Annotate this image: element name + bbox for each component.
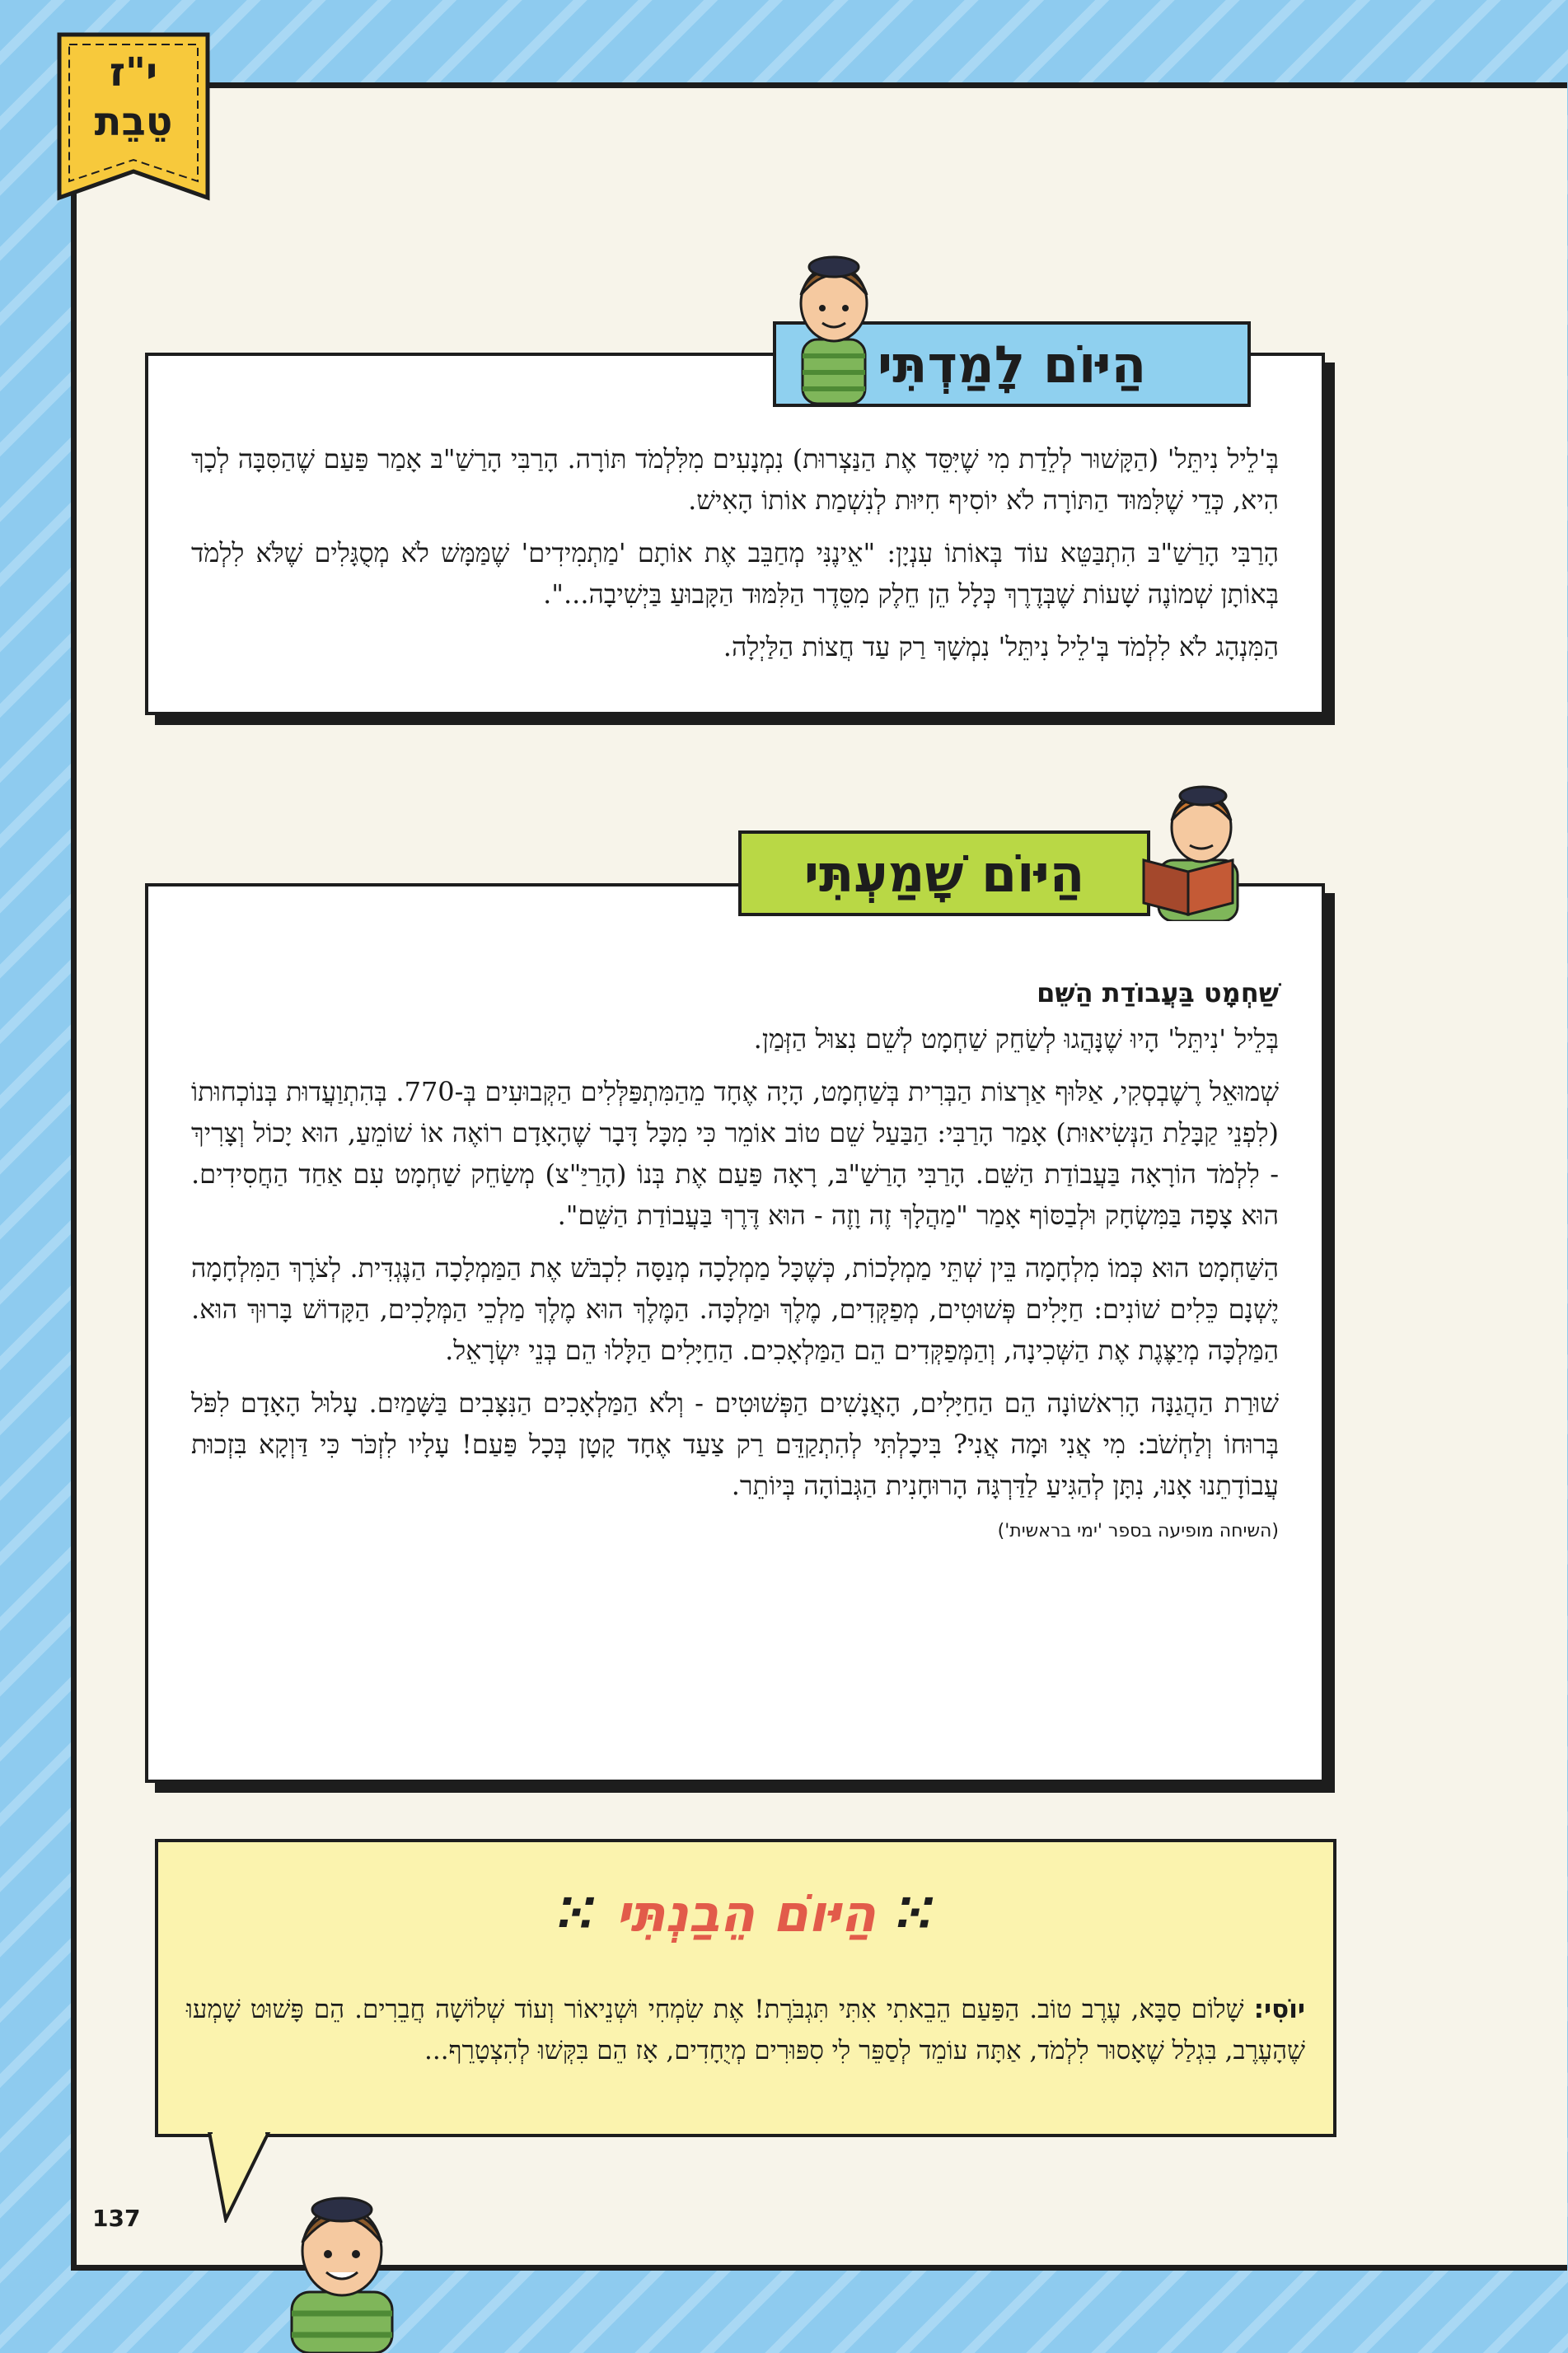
heard-box [145,883,1325,1783]
bubble-tail [206,2132,272,2223]
heard-paragraph-3: הַשַּׁחְמָט הוּא כְּמוֹ מִלְחָמָה בֵּין שְׁתֵּי מַמְלָכוֹת, כְּשֶׁכָּל מַמְלָכָה מְנַסָּה לִכְבֹּשׁ אֶת הַמַּמְלָכָה הַנֶּגְדִּית. לְצֹרֶךְ הַמִּלְחָמָה יֶשְׁנָם כֵּלִים שׁוֹנִים: חַיָּלִים פְּשׁוּטִים, מְפַקְּדִים, מֶלֶךְ וּמַלְכָּה. הַמֶּלֶךְ הוּא מֶלֶךְ מַלְכֵי הַמְּלָכִים, הַקָּדוֹשׁ בָּרוּךְ הוּא. הַמַּלְכָּה מְיַצֶּגֶת אֶת הַשְּׁכִינָה, וְהַמְּפַקְּדִים הֵם הַמַּלְאָכִים. הַחַיָּלִים הַלָּלוּ הֵם בְּנֵי יִשְׂרָאֵל. [191,1252,1280,1366]
understood-speech-bubble [155,1839,1336,2137]
heard-title: הַיּוֹם שָׁמַעְתִּי [803,843,1085,904]
heard-paragraph-1: בְּלֵיל 'נִיתֵּל' הָיוּ שֶׁנָּהֲגוּ לְשַׂחֵק שַׁחְמָט לְשֵׁם נִצּוּל הַזְּמַן. [753,1023,1279,1055]
heard-paragraph-4: שׁוּרַת הַהֲגַנָּה הָרִאשׁוֹנָה הֵם הַחַיָּלִים, הָאֲנָשִׁים הַפְּשׁוּטִים - וְלֹא הַמַּלְאָכִים הַנִּצָּבִים בַּשָּׁמַיִם. עָלוּל הָאָדָם לִפֹּל בְּרוּחוֹ וְלַחְשֹׁב: מִי אֲנִי וּמָה אֲנִי? בִּיכָלְתִּי לְהִתְקַדֵּם רַק צַעַד אֶחָד קָטָן בְּכָל פַּעַם! עָלָיו לִזְכֹּר כִּי דַּוְקָא בִּזְכוּת עֲבוֹדָתֵנוּ אָנוּ, נִתָּן לְהַגִּיעַ לַדַּרְגָּה הָרוּחָנִית הַגְּבוֹהָה בְּיוֹתֵר. [191,1387,1279,1501]
dialogue-text: שָׁלוֹם סַבָּא, עֶרֶב טוֹב. הַפַּעַם הֵבֵאתִי אִתִּי תִּגְבֹּרֶת! אֶת שִׂמְחִי וּשְׁנֵיאוֹר וְעוֹד שְׁלוֹשָׁה חֲבֵרִים. הֵם פָּשׁוּט שָׁמְעוּ שֶׁהָעֶרֶב, בִּגְלַל שֶׁאָסוּר לִלְמֹד, אַתָּה עוֹמֵד לְסַפֵּר לִי סִפּוּרִים מְיֻחָדִים, אָז הֵם בִּקְּשׁוּ לְהִצְטָרֵף... [186,1995,1305,2065]
date-day: י"ז [109,49,158,96]
boy-standing-icon [784,247,883,404]
date-month: טֵבֵת [94,99,173,145]
boy-smiling-icon [280,2185,404,2353]
dialogue-speaker: יוֹסִי: [1253,1995,1305,2024]
understood-title [158,1883,1333,1944]
learned-paragraph-2: הָרַבִּי הָרַשַׁ"בּ הִתְבַּטֵּא עוֹד בְּאוֹתוֹ עִנְיָן: "אֵינֶנִּי מְחַבֵּב אֶת אוֹתָם 'מַתְמִידִים' שֶׁמַּמָּשׁ לֹא מְסֻגָּלִים שֶׁלֹּא לִלְמֹד בְּאוֹתָן שְׁמוֹנֶה שָׁעוֹת שֶׁבְּדֶרֶךְ כְּלָל הֵן חֵלֶק מִסֵּדֶר הַלִּמּוּד הַקָּבוּעַ בַּיְשִׁיבָה...". [191,537,1280,610]
heard-paragraph-2: שְׁמוּאֵל רֶשֶׁבְסְקִי, אַלּוּף אַרְצוֹת הַבְּרִית בְּשַׁחְמָט, הָיָה אֶחָד מֵהַמִּתְפַּלְּלִים הַקְּבוּעִים בְּ-770. בְּהִתְוַעֲדוּת בְּנוֹכְחוּתוֹ (לִפְנֵי קַבָּלַת הַנְּשִׂיאוּת) אָמַר הָרַבִּי: הַבַּעַל שֵׁם טוֹב אוֹמֵר כִּי מִכָּל דָּבָר שֶׁהָאָדָם רוֹאֶה אוֹ שׁוֹמֵעַ, הוּא יָכוֹל וְצָרִיךְ - לִלְמֹד הוֹרָאָה בַּעֲבוֹדַת הַשֵּׁם. הָרַבִּי הָרַשַׁ"בּ, רָאָה פַּעַם אֶת בְּנוֹ (הָרַיַּ"צ) מְשַׂחֵק שַׁחְמָט עִם אַחַד הַחֲסִידִים. הוּא צָפָה בַּמִּשְׂחָק וּלְבַסּוֹף אָמַר "מַהֲלָךְ זֶה וָזֶה - הוּא דֶּרֶךְ בַּעֲבוֹדַת הַשֵּׁם". [191,1076,1280,1231]
spark-left-icon: ⁙ [876,1883,937,1944]
spark-right-icon: ⁙ [555,1883,598,1944]
heard-source: (השיחה מופיעה בספר 'ימי בראשית') [997,1521,1279,1541]
learned-title: הַיּוֹם לָמַדְתִּי [877,334,1147,395]
heard-heading: שַׁחְמָט בַּעֲבוֹדַת הַשֵּׁם [1037,977,1279,1008]
understood-dialogue [186,1989,1305,2071]
understood-title-text: הַיּוֹם הֵבַנְתִּי [615,1883,876,1944]
heard-banner [738,830,1150,916]
boy-reading-icon [1135,781,1259,921]
date-label [56,48,211,147]
learned-paragraph-1: בְּ'לֵיל נִיתֵּל' (הַקָּשׁוּר לְלֵדַת מִי שֶׁיִּסֵּד אֶת הַנַּצְרוּת) נִמְנָעִים מִלִּלְמֹד תּוֹרָה. הָרַבִּי הָרַשַׁ"בּ אָמַר פַּעַם שֶׁהַסִּבָּה לְכָךְ הִיא, כְּדֵי שֶׁלִּמּוּד הַתּוֹרָה לֹא יוֹסִיף חִיּוּת לְנִשְׁמַת אוֹתוֹ הָאִישׁ. [191,443,1279,516]
page-number: 137 [92,2205,141,2232]
learned-paragraph-3: הַמִּנְהָג לֹא לִלְמֹד בְּ'לֵיל נִיתֵּל' נִמְשָׁךְ רַק עַד חֲצוֹת הַלַּיְלָה. [723,631,1279,662]
learned-box [145,353,1325,715]
